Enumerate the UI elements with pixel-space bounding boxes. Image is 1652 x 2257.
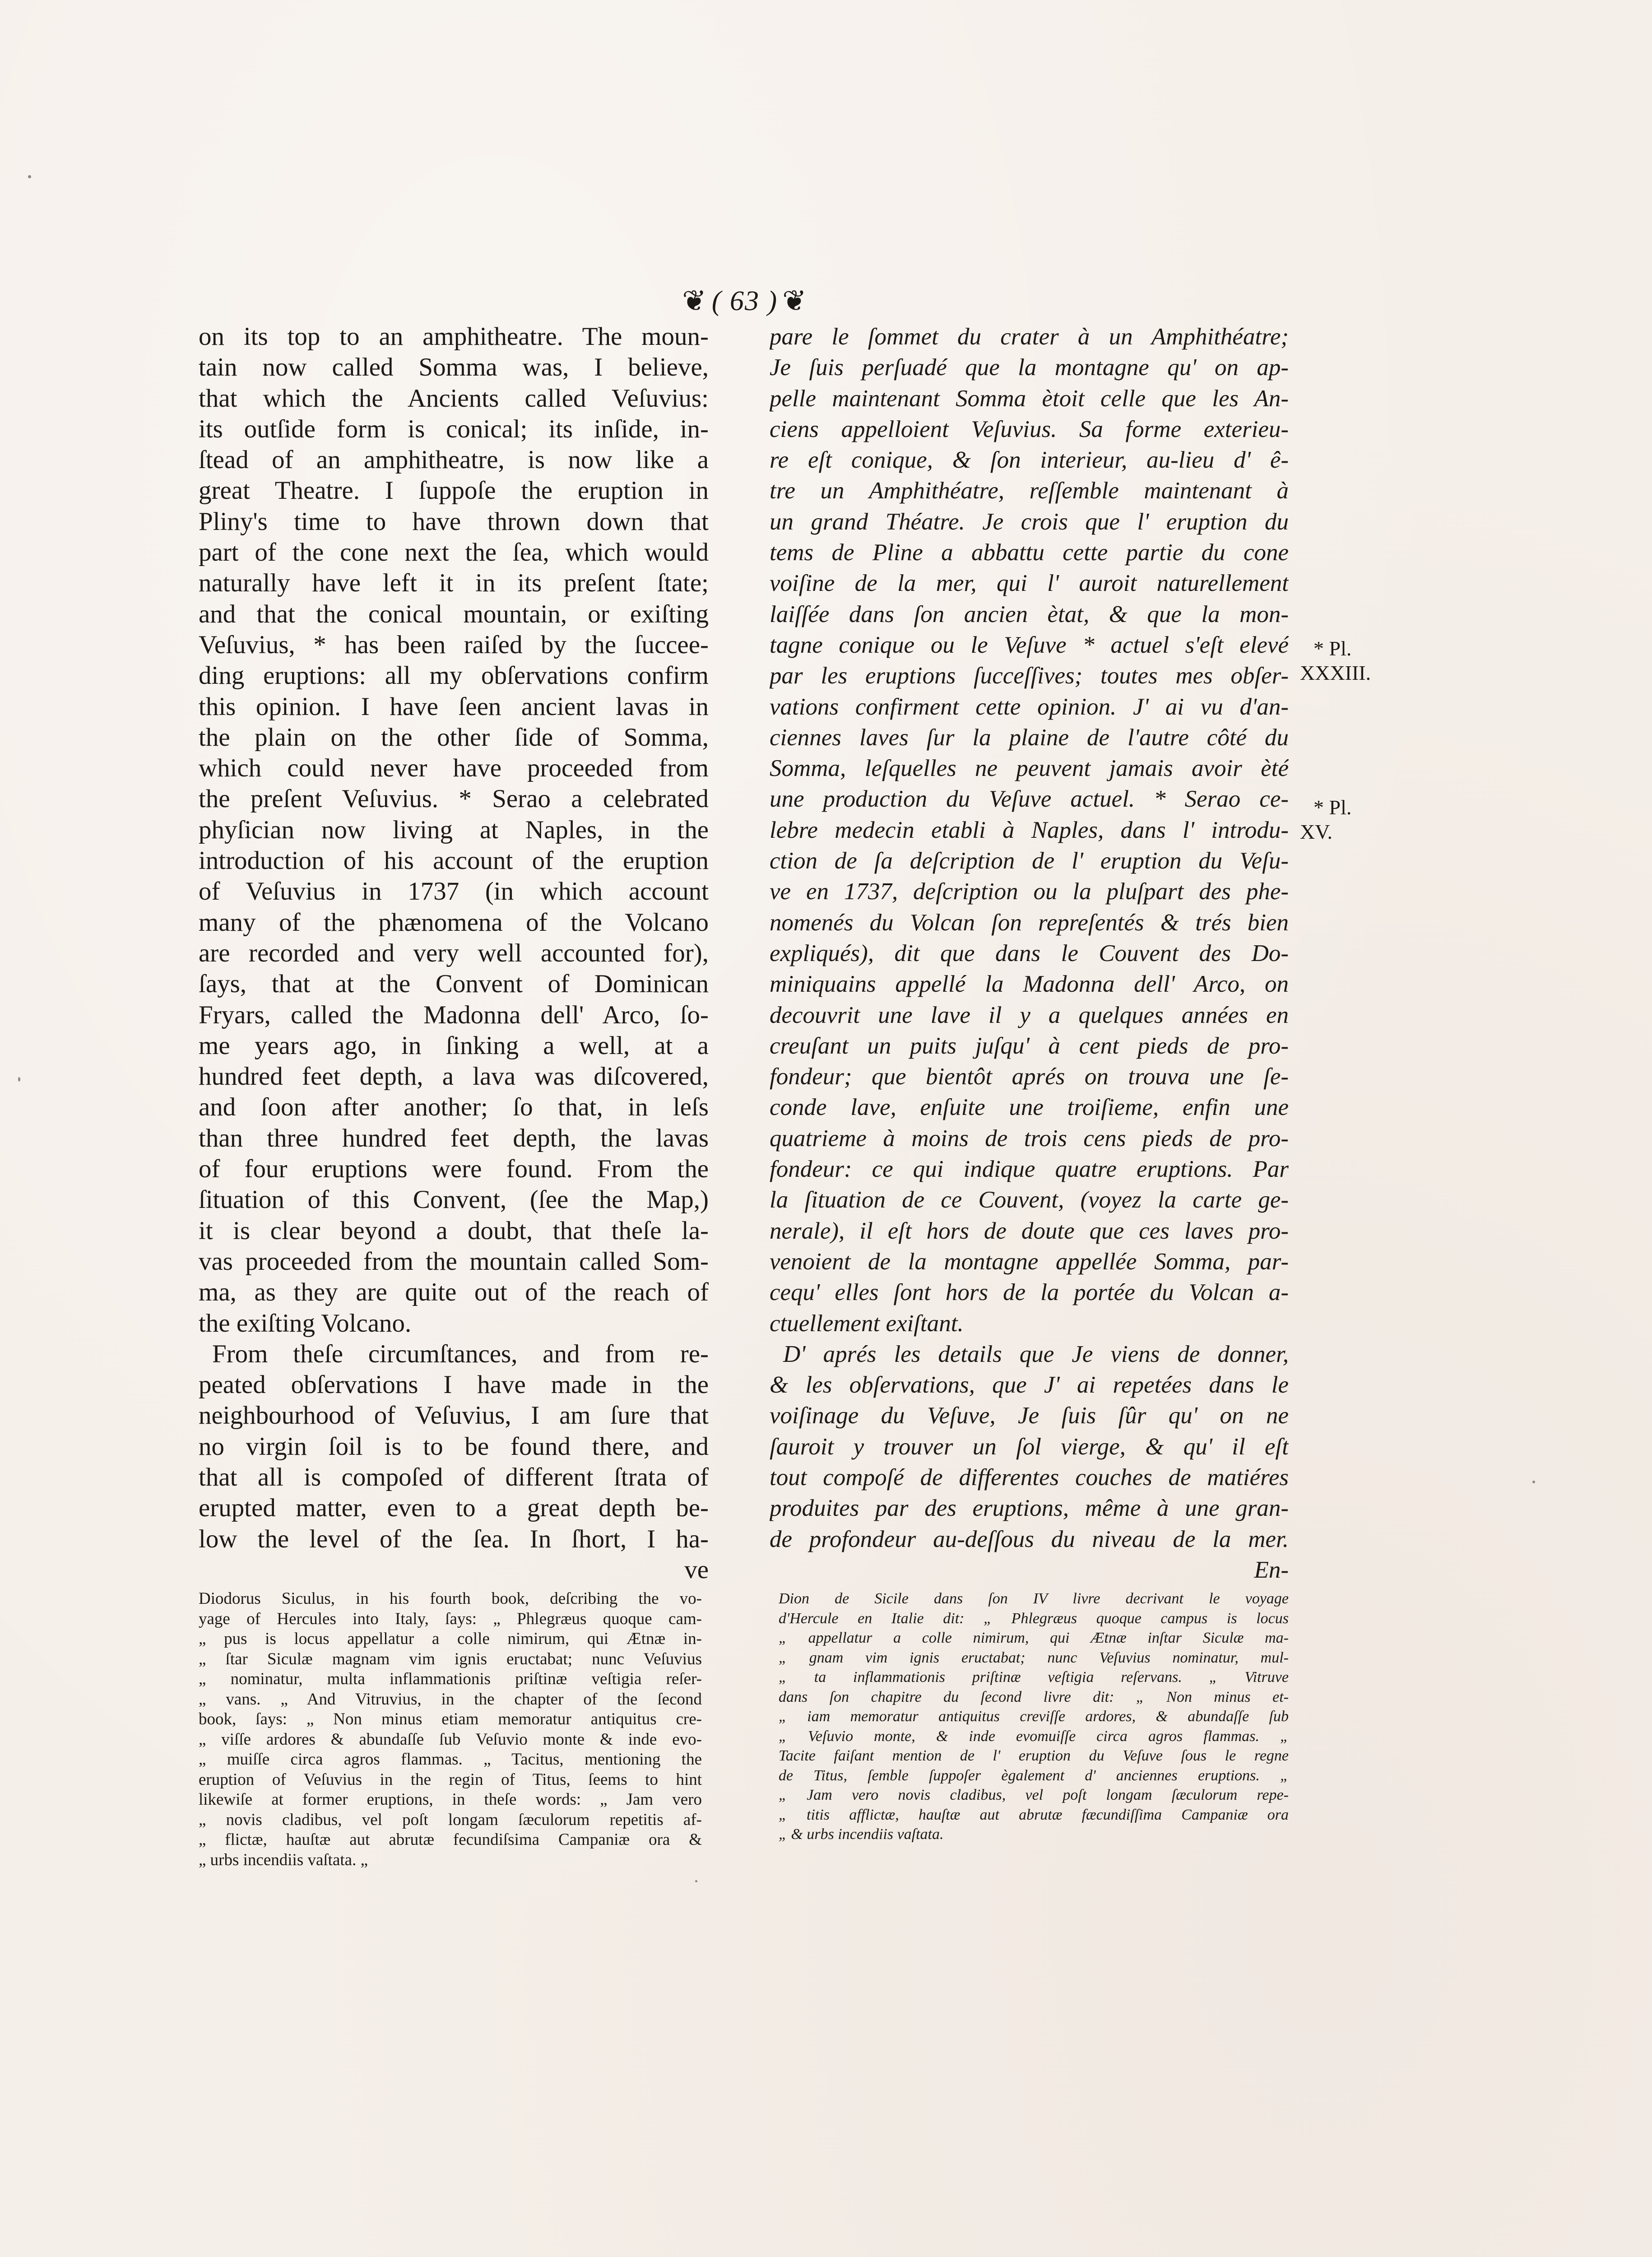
english-line: than three hundred feet depth, the lavas: [199, 1124, 709, 1152]
footnote-line: „ muiſſe circa agros flammas. „ Tacitus, mentioning the: [199, 1750, 702, 1769]
footnote-line: „ nominatur, multa inflammationis priſtinæ veſtigia reſer-: [199, 1670, 702, 1688]
page-header: [668, 281, 821, 321]
english-line: and ſoon after another; ſo that, in leſs: [199, 1093, 709, 1122]
footnote-line: „ ta inflammationis priſtinæ veſtigia reſervans. „ Vitruve: [779, 1669, 1289, 1686]
english-line: vas proceeded from the mountain called Som-: [199, 1247, 709, 1276]
french-footnote: [779, 1589, 1289, 1844]
english-line: introduction of his account of the eruption: [199, 846, 709, 875]
french-line: laiſſée dans ſon ancien ètat, & que la mon-: [770, 601, 1289, 627]
french-line: voiſinage du Veſuve, Je ſuis ſûr qu' on ne: [770, 1402, 1289, 1429]
french-line: de profondeur au-deſſous du niveau de la mer.: [770, 1526, 1289, 1552]
footnote-line: Dion de Sicile dans ſon IV livre decrivant le voyage: [779, 1590, 1289, 1607]
english-line: naturally have left it in its preſent ſtate;: [199, 569, 709, 598]
english-line: that all is compoſed of different ſtrata of: [199, 1463, 709, 1491]
english-column: [199, 321, 709, 1585]
french-line: ctuellement exiſtant.: [770, 1310, 964, 1337]
english-line: part of the cone next the ſea, which would: [199, 538, 709, 567]
english-line: erupted matter, even to a great depth be-: [199, 1494, 709, 1523]
french-line: vations confirment cette opinion. J' ai vu d'an-: [770, 693, 1289, 720]
french-line: ve en 1737, deſcription ou la pluſpart des phe-: [770, 878, 1289, 905]
french-line: & les obſervations, que J' ai repetées dans le: [770, 1372, 1289, 1398]
french-line: tems de Pline a abbattu cette partie du cone: [770, 539, 1289, 566]
french-line: quatrieme à moins de trois cens pieds de pro-: [770, 1125, 1289, 1152]
paper-speck: [28, 175, 31, 178]
english-line: hundred feet depth, a lava was diſcovered,: [199, 1062, 709, 1091]
english-line: many of the phænomena of the Volcano: [199, 908, 709, 937]
english-line: ſituation of this Convent, (ſee the Map,): [199, 1185, 709, 1214]
paper-speck: [695, 1880, 697, 1882]
english-line: Fryars, called the Madonna dell' Arco, ſo-: [199, 1000, 709, 1029]
french-line: ciennes laves ſur la plaine de l'autre côté du: [770, 724, 1289, 751]
french-line: conde lave, enſuite une troiſieme, enfin une: [770, 1094, 1289, 1121]
footnote-line: Diodorus Siculus, in his fourth book, deſcribing the vo-: [199, 1589, 702, 1608]
french-line: fondeur; que bientôt aprés on trouva une ſe-: [770, 1063, 1289, 1090]
footnote-line: dans ſon chapitre du ſecond livre dit: „ Non minus et-: [779, 1688, 1289, 1705]
french-line: un grand Théatre. Je crois que l' eruption du: [770, 508, 1289, 535]
english-line: me years ago, in ſinking a well, at a: [199, 1031, 709, 1060]
french-line: creuſant un puits juſqu' à cent pieds de pro-: [770, 1032, 1289, 1059]
english-line: that which the Ancients called Veſuvius:: [199, 384, 709, 413]
footnote-line: „ viſſe ardores & abundaſſe ſub Veſuvio monte & inde evo-: [199, 1730, 702, 1749]
margin-note-plate: [1300, 795, 1351, 844]
footnote-line: „ pus is locus appellatur a colle nimirum, qui Ætnæ in-: [199, 1630, 702, 1648]
english-line: neighbourhood of Veſuvius, I am ſure that: [199, 1401, 709, 1430]
english-line: ding eruptions: all my obſervations confirm: [199, 661, 709, 690]
page-number: ( 63 ): [711, 285, 778, 316]
footnote-line: yage of Hercules into Italy, ſays: „ Phlegræus quoque cam-: [199, 1609, 702, 1628]
margin-note-line: XV.: [1300, 820, 1333, 843]
french-catchword: En-: [1254, 1556, 1289, 1583]
footnote-line: „ Veſuvio monte, & inde evomuiſſe circa agros flammas. „: [779, 1728, 1289, 1745]
english-line: its outſide form is conical; its inſide, in-: [199, 414, 709, 443]
english-line: phyſician now living at Naples, in the: [199, 815, 709, 844]
french-line: tout compoſé de differentes couches de matiéres: [770, 1464, 1289, 1491]
english-line: of four eruptions were found. From the: [199, 1155, 709, 1184]
french-line: decouvrit une lave il y a quelques années en: [770, 1002, 1289, 1028]
footnote-line: „ vans. „ And Vitruvius, in the chapter of the ſecond: [199, 1690, 702, 1709]
english-line: it is clear beyond a doubt, that theſe la-: [199, 1216, 709, 1245]
french-line: pare le ſommet du crater à un Amphithéatre;: [770, 324, 1289, 350]
french-line: ciens appelloient Veſuvius. Sa forme exterieu-: [770, 416, 1289, 442]
footnote-line: „ urbs incendiis vaſtata. „: [199, 1850, 368, 1869]
english-line: From theſe circumſtances, and from re-: [212, 1339, 709, 1368]
margin-note-line: * Pl.: [1313, 637, 1352, 660]
footnote-line: „ titis afflictæ, hauſtæ aut abrutæ fæcundiſſima Campaniæ ora: [779, 1806, 1289, 1823]
french-line: ſauroit y trouver un ſol vierge, & qu' il eſt: [770, 1433, 1289, 1460]
english-line: no virgin ſoil is to be found there, and: [199, 1432, 709, 1461]
french-column: [770, 321, 1289, 1585]
ornament-right-icon: ❦: [782, 285, 807, 317]
footnote-line: de Titus, ſemble ſuppoſer ègalement d' anciennes eruptions. „: [779, 1767, 1289, 1784]
french-line: Je ſuis perſuadé que la montagne qu' on ap-: [770, 354, 1289, 381]
footnote-line: likewiſe at former eruptions, in theſe words: „ Jam vero: [199, 1790, 702, 1809]
english-line: great Theatre. I ſuppoſe the eruption in: [199, 476, 709, 505]
french-line: miniquains appellé la Madonna dell' Arco, on: [770, 971, 1289, 998]
french-line: par les eruptions ſucceſſives; toutes mes obſer-: [770, 663, 1289, 689]
footnote-line: „ & urbs incendiis vaſtata.: [779, 1826, 944, 1843]
english-line: and that the conical mountain, or exiſting: [199, 599, 709, 628]
margin-note-line: XXXIII.: [1300, 661, 1371, 684]
french-line: venoient de la montagne appellée Somma, par-: [770, 1248, 1289, 1275]
french-line: nomenés du Volcan ſon repreſentés & trés bien: [770, 909, 1289, 936]
french-line: voiſine de la mer, qui l' auroit naturellement: [770, 570, 1289, 597]
footnote-line: „ iam memoratur antiquitus creviſſe ardores, & abundaſſe ſub: [779, 1708, 1289, 1725]
french-line: pelle maintenant Somma ètoit celle que les An-: [770, 385, 1289, 412]
footnote-line: „ gnam vim ignis eructabat; nunc Veſuvius nominatur, mul-: [779, 1649, 1289, 1666]
french-line: D' aprés les details que Je viens de donner,: [783, 1341, 1289, 1367]
french-line: cequ' elles ſont hors de la portée du Volcan a-: [770, 1279, 1289, 1306]
english-line: which could never have proceeded from: [199, 754, 709, 783]
french-line: produites par des eruptions, même à une gran-: [770, 1495, 1289, 1522]
footnote-line: „ novis cladibus, vel poſt longam ſæculorum repetitis af-: [199, 1810, 702, 1829]
english-line: ma, as they are quite out of the reach of: [199, 1278, 709, 1307]
english-line: tain now called Somma was, I believe,: [199, 353, 709, 382]
french-line: ction de ſa deſcription de l' eruption du Veſu-: [770, 848, 1289, 874]
french-line: une production du Veſuve actuel. * Serao ce-: [770, 786, 1289, 813]
english-line: Pliny's time to have thrown down that: [199, 507, 709, 536]
paper-speck: [18, 1077, 20, 1082]
french-line: tagne conique ou le Veſuve * actuel s'eſt elevé: [770, 632, 1289, 658]
footnote-line: eruption of Veſuvius in the regin of Titus, ſeems to hint: [199, 1770, 702, 1789]
french-line: la ſituation de ce Couvent, (voyez la carte ge-: [770, 1187, 1289, 1213]
margin-note-plate: [1300, 636, 1371, 685]
footnote-line: „ flictæ, hauſtæ aut abrutæ fecundiſsima Campaniæ ora &: [199, 1830, 702, 1849]
english-line: the exiſting Volcano.: [199, 1309, 412, 1337]
french-line: re eſt conique, & ſon interieur, au-lieu d' ê-: [770, 447, 1289, 474]
english-line: on its top to an amphitheatre. The moun-: [199, 322, 709, 351]
footnote-line: „ appellatur a colle nimirum, qui Ætnæ inſtar Siculæ ma-: [779, 1630, 1289, 1646]
english-line: low the level of the ſea. In ſhort, I ha-: [199, 1524, 709, 1553]
paper-speck: [1532, 1481, 1535, 1483]
english-footnote: [199, 1589, 702, 1870]
footnote-line: „ Jam vero novis cladibus, vel poſt longam ſæculorum repe-: [779, 1787, 1289, 1803]
english-line: of Veſuvius in 1737 (in which account: [199, 877, 709, 906]
footnote-line: „ ſtar Siculæ magnam vim ignis eructabat; nunc Veſuvius: [199, 1649, 702, 1668]
english-line: ſays, that at the Convent of Dominican: [199, 970, 709, 998]
english-line: Veſuvius, * has been raiſed by the ſuccee-: [199, 630, 709, 659]
english-line: the plain on the other ſide of Somma,: [199, 723, 709, 752]
margin-note-line: * Pl.: [1313, 796, 1352, 819]
french-line: lebre medecin etabli à Naples, dans l' introdu-: [770, 817, 1289, 843]
footnote-line: Tacite faiſant mention de l' eruption du Veſuve ſous le regne: [779, 1747, 1289, 1764]
french-line: nerale), il eſt hors de doute que ces laves pro-: [770, 1217, 1289, 1244]
french-line: Somma, leſquelles ne peuvent jamais avoir èté: [770, 755, 1289, 782]
french-line: fondeur: ce qui indique quatre eruptions. Par: [770, 1156, 1289, 1183]
english-line: ſtead of an amphitheatre, is now like a: [199, 446, 709, 474]
ornament-left-icon: ❦: [682, 285, 707, 317]
french-line: expliqués), dit que dans le Couvent des Do-: [770, 940, 1289, 966]
english-catchword: ve: [684, 1555, 709, 1584]
english-line: this opinion. I have ſeen ancient lavas in: [199, 692, 709, 721]
footnote-line: book, ſays: „ Non minus etiam memoratur antiquitus cre-: [199, 1710, 702, 1728]
footnote-line: d'Hercule en Italie dit: „ Phlegræus quoque campus is locus: [779, 1610, 1289, 1627]
english-line: peated obſervations I have made in the: [199, 1370, 709, 1399]
english-line: are recorded and very well accounted for),: [199, 938, 709, 967]
french-line: tre un Amphithéatre, reſſemble maintenant à: [770, 478, 1289, 504]
english-line: the preſent Veſuvius. * Serao a celebrated: [199, 785, 709, 813]
